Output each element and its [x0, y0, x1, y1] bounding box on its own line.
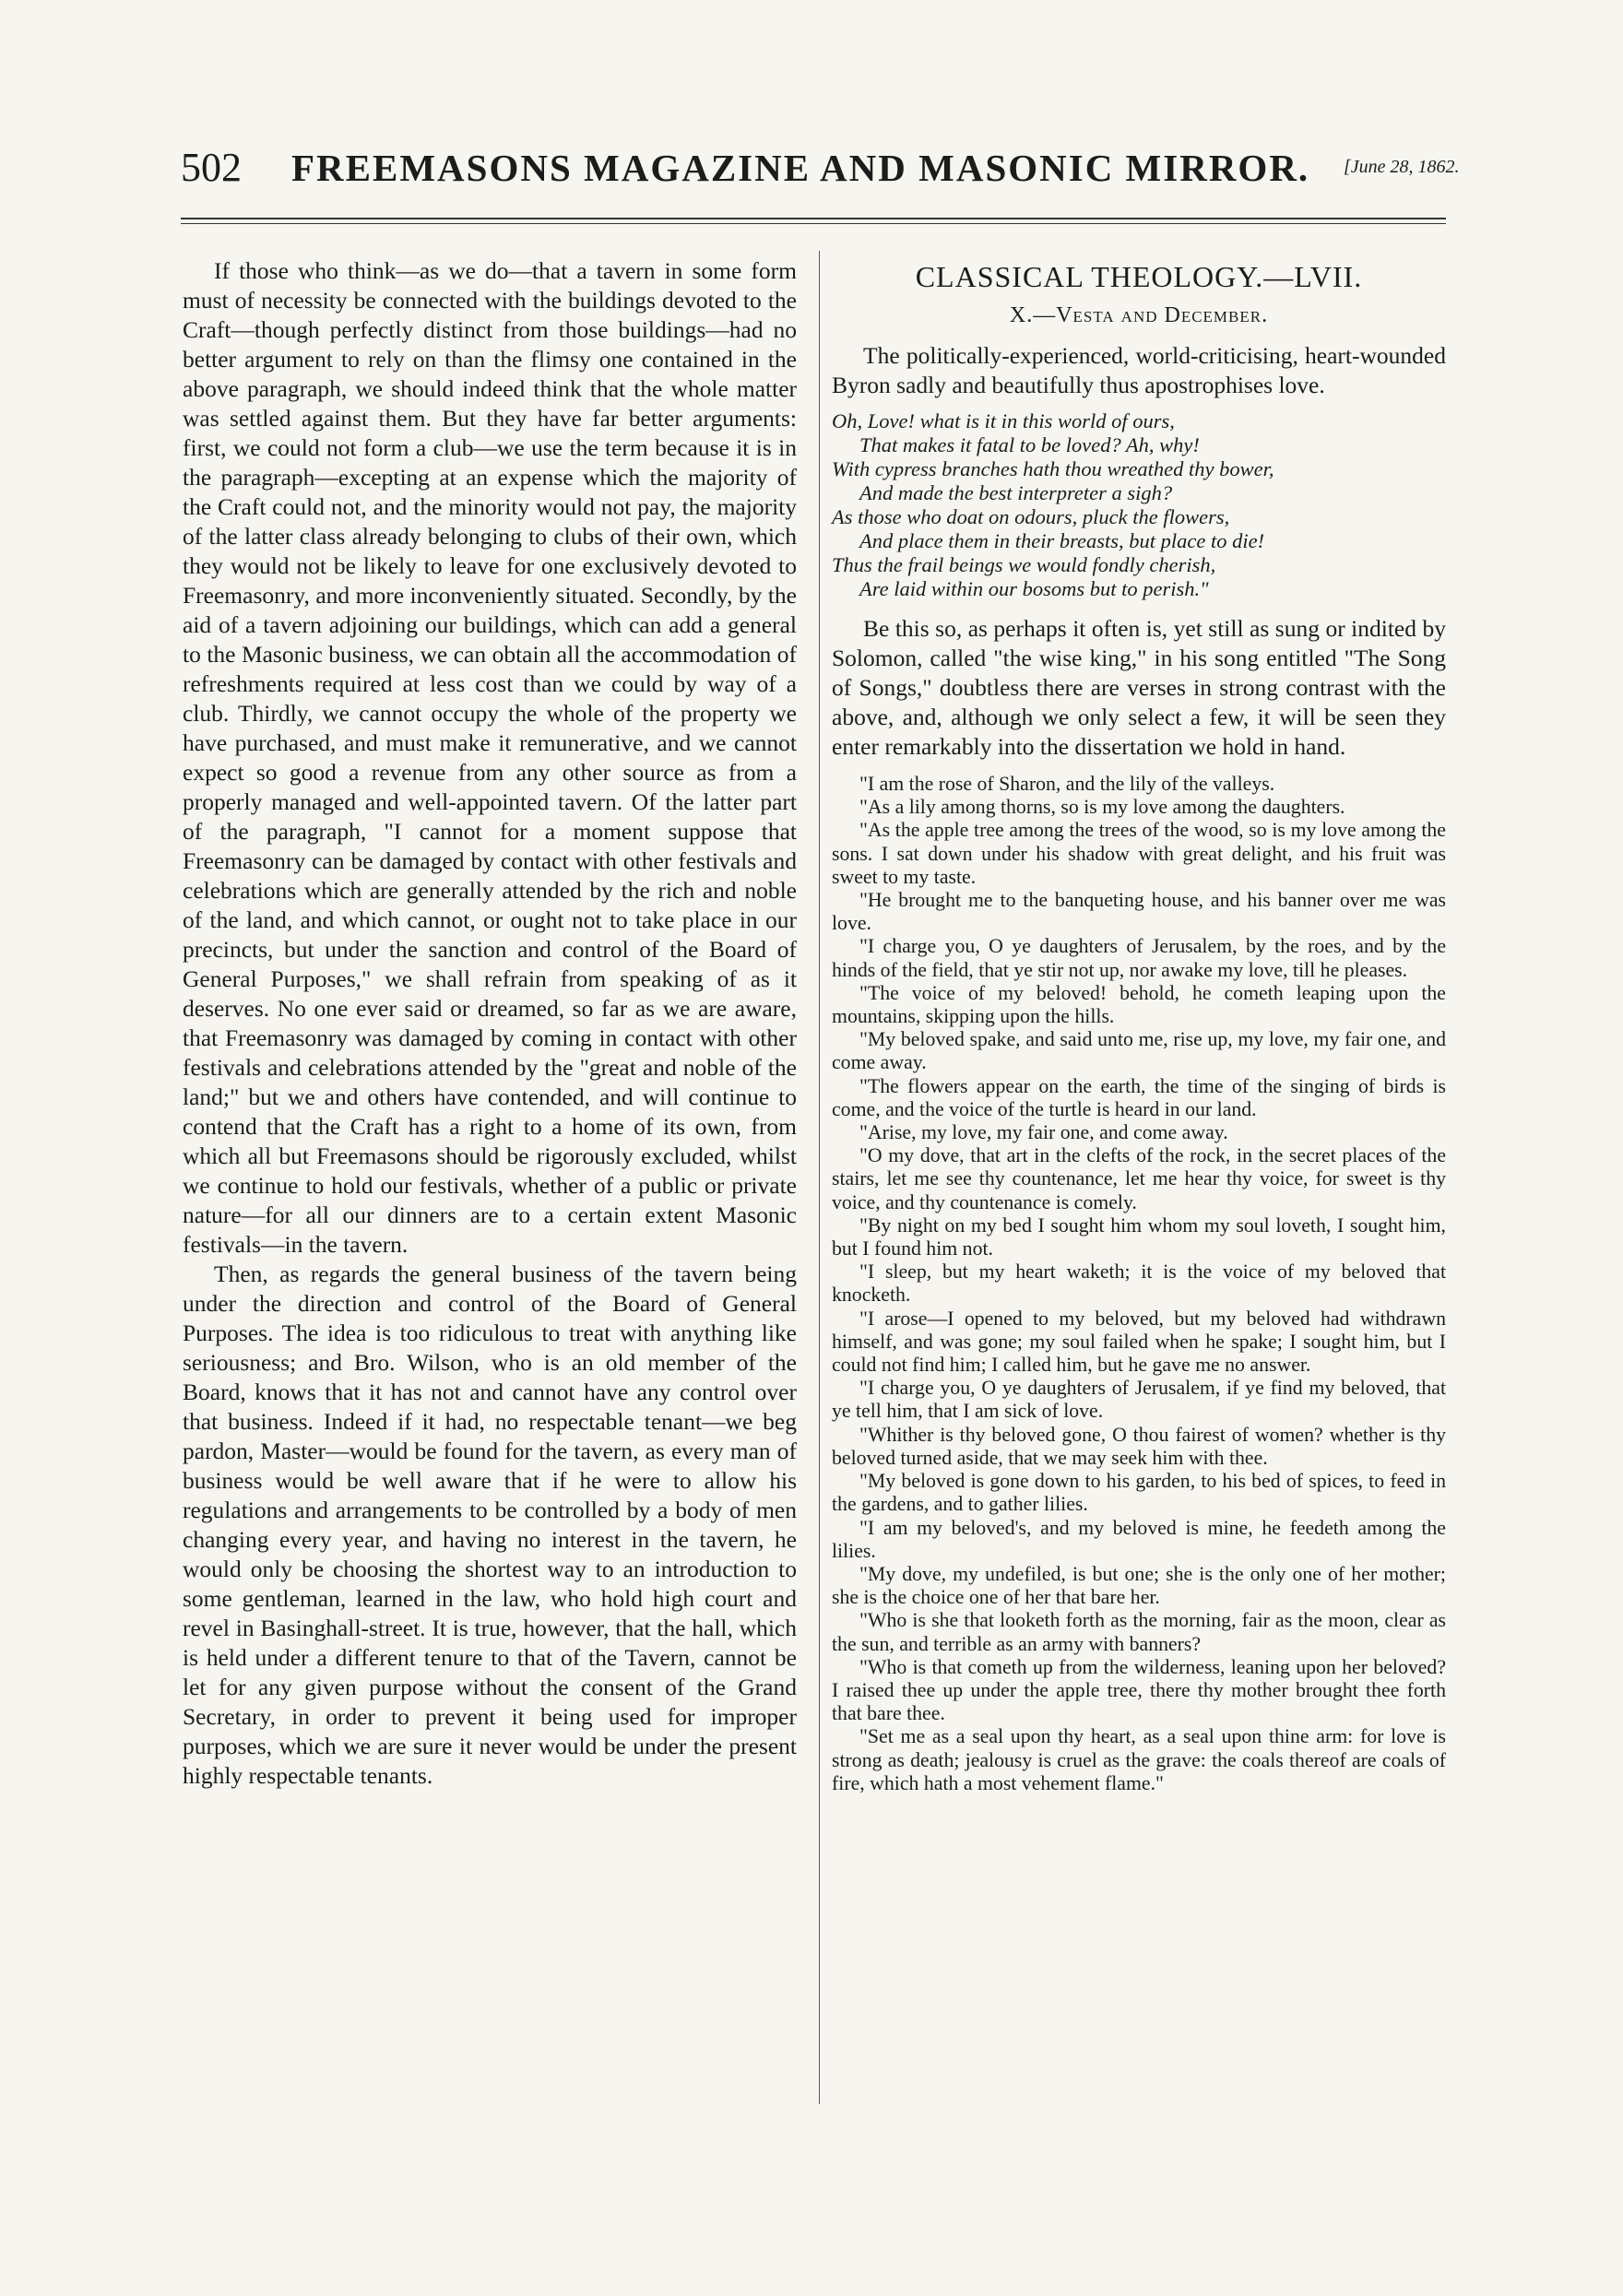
left-paragraph-2: Then, as regards the general business of the tavern being under the direction and control of the Board of General Purposes. The idea is too ridiculous to treat with anything like seriousness; and Bro. Wilson, who is an old member of the Board, knows that it has not and cannot have any control over that business. Indeed if it had, no respectable tenant—we beg pardon, Master—would be found for the tavern, as every man of business would be well aware that if he were to allow his regulations and arrangements to be controlled by a body of men changing every year, and having no interest in the tavern, he would only be choosing the shortest way to an introduction to some gentleman, learned in the law, who hold high court and revel in Basinghall-street. It is true, however, that the hall, which is held under a different tenure to that of the Tavern, cannot be let for any given purpose without the consent of the Grand Secretary, in order to prevent it being used for improper purposes, which we are sure it never would be under the present highly respectable tenants.: [183, 1260, 797, 1789]
quotation: "I charge you, O ye daughters of Jerusalem, if ye find my beloved, that ye tell him, that I am sick of love.: [832, 1377, 1446, 1423]
column-divider: [819, 251, 820, 2104]
article-subtitle: [832, 301, 1446, 330]
quotation: "Set me as a seal upon thy heart, as a seal upon thine arm: for love is strong as death; jealousy is cruel as the grave: the coals thereof are coals of fire, which hath a most vehement flame.": [832, 1725, 1446, 1794]
verse-line: And made the best interpreter a sigh?: [859, 481, 1173, 504]
quotation: "Whither is thy beloved gone, O thou fairest of women? whether is thy beloved turned aside, that we may seek him with thee.: [832, 1423, 1446, 1469]
issue-date: [June 28, 1862.: [1344, 157, 1460, 177]
right-column: [832, 256, 1446, 1795]
quotation: "I am the rose of Sharon, and the lily of the valleys.: [859, 773, 1275, 795]
quotation: "My dove, my undefiled, is but one; she is the only one of her mother; she is the choice one of her that bare her.: [832, 1562, 1446, 1609]
quotation: "My beloved spake, and said unto me, rise up, my love, my fair one, and come away.: [832, 1028, 1446, 1074]
quotation: "As the apple tree among the trees of the wood, so is my love among the sons. I sat down under his shadow with great delight, and his fruit was sweet to my taste.: [832, 819, 1446, 888]
header-rule: [181, 218, 1446, 219]
quotation: "I arose—I opened to my beloved, but my beloved had withdrawn himself, and was gone; my soul failed when he spake; I sought him, but I could not find him; I called him, but he gave me no answer.: [832, 1307, 1446, 1377]
verse-line: That makes it fatal to be loved? Ah, why!: [859, 433, 1200, 456]
running-title: FREEMASONS MAGAZINE AND MASONIC MIRROR.: [291, 147, 1310, 189]
page-number: 502: [181, 145, 242, 190]
quotation: "As a lily among thorns, so is my love among the daughters.: [859, 796, 1345, 819]
quotation: "He brought me to the banqueting house, and his banner over me was love.: [832, 889, 1446, 935]
header-rule-thin: [181, 223, 1446, 224]
left-column: [183, 256, 797, 1791]
quotation: "I charge you, O ye daughters of Jerusalem, by the roes, and by the hinds of the field, that ye stir not up, nor awake my love, till he pleases.: [832, 935, 1446, 981]
song-of-songs-quotations: [832, 773, 1446, 1795]
verse-line: And place them in their breasts, but place to die!: [859, 529, 1265, 552]
verse-line: Thus the frail beings we would fondly cherish,: [832, 553, 1216, 576]
verse-line: With cypress branches hath thou wreathed thy bower,: [832, 457, 1274, 480]
quotation: "Who is she that looketh forth as the morning, fair as the moon, clear as the sun, and terrible as an army with banners?: [832, 1609, 1446, 1655]
article-commentary: Be this so, as perhaps it often is, yet still as sung or indited by Solomon, called "the wise king," in his song entitled "The Song of Songs," doubtless there are verses in strong contrast with the above, and, although we only select a few, it will be seen they enter remarkably into the dissertation we hold in hand.: [832, 615, 1446, 760]
article-title: CLASSICAL THEOLOGY.—LVII.: [915, 260, 1363, 293]
article-subtitle-text: X.—Vesta and December.: [1009, 303, 1269, 327]
article-intro: The politically-experienced, world-criticising, heart-wounded Byron sadly and beautifully thus apostrophises love.: [832, 342, 1446, 398]
quotation: "O my dove, that art in the clefts of the rock, in the secret places of the stairs, let me see thy countenance, let me hear thy voice, for sweet is thy voice, and thy countenance is comely.: [832, 1144, 1446, 1213]
quotation: "Who is that cometh up from the wilderness, leaning upon her beloved? I raised thee up under the apple tree, there thy mother brought thee forth that bare thee.: [832, 1655, 1446, 1725]
verse-line: Oh, Love! what is it in this world of ours,: [832, 409, 1175, 432]
quotation: "The voice of my beloved! behold, he cometh leaping upon the mountains, skipping upon the hills.: [832, 981, 1446, 1028]
byron-verse: [832, 409, 1446, 601]
quotation: "I sleep, but my heart waketh; it is the voice of my beloved that knocketh.: [832, 1260, 1446, 1307]
quotation: "Arise, my love, my fair one, and come away.: [859, 1121, 1228, 1144]
verse-line: Are laid within our bosoms but to perish.": [859, 577, 1209, 600]
quotation: "My beloved is gone down to his garden, to his bed of spices, to feed in the gardens, and to gather lilies.: [832, 1470, 1446, 1516]
quotation: "By night on my bed I sought him whom my soul loveth, I sought him, but I found him not.: [832, 1213, 1446, 1260]
quotation: "I am my beloved's, and my beloved is mine, he feedeth among the lilies.: [832, 1516, 1446, 1562]
verse-line: As those who doat on odours, pluck the flowers,: [832, 505, 1230, 528]
quotation: "The flowers appear on the earth, the time of the singing of birds is come, and the voice of the turtle is heard in our land.: [832, 1074, 1446, 1120]
left-paragraph-1: If those who think—as we do—that a tavern in some form must of necessity be connected with the buildings devoted to the Craft—though perfectly distinct from those buildings—had no better argument to rely on than the flimsy one contained in the above paragraph, we should indeed think that the whole matter was settled against them. But they have far better arguments: first, we could not form a club—we use the term because it is in the paragraph—excepting at an expense which the majority of the Craft could not, and the minority would not pay, the majority of the latter class already belonging to clubs of their own, which they would not be likely to leave for one exclusively devoted to Freemasonry, and more inconveniently situated. Secondly, by the aid of a tavern adjoining our buildings, which can add a general to the Masonic business, we can obtain all the accommodation of refreshments required at less cost than we could by way of a club. Thirdly, we cannot occupy the whole of the property we have purchased, and must make it remunerative, and we cannot expect so good a revenue from any other source as from a properly managed and well-appointed tavern. Of the latter part of the paragraph, "I cannot for a moment suppose that Freemasonry can be damaged by contact with other festivals and celebrations which are generally attended by the rich and noble of the land, and which cannot, or ought not to take place in our precincts, but under the sanction and control of the Board of General Purposes," we shall refrain from speaking of as it deserves. No one ever said or dreamed, so far as we are aware, that Freemasonry was damaged by coming in contact with other festivals and celebrations attended by the "great and noble of the land;" but we and others have contended, and will continue to contend that the Craft has a right to a home of its own, from which all but Freemasons should be rigorously excluded, whilst we continue to hold our festivals, whether of a public or private nature—for all our dinners are to a certain extent Masonic festivals—in the tavern.: [183, 257, 797, 1258]
